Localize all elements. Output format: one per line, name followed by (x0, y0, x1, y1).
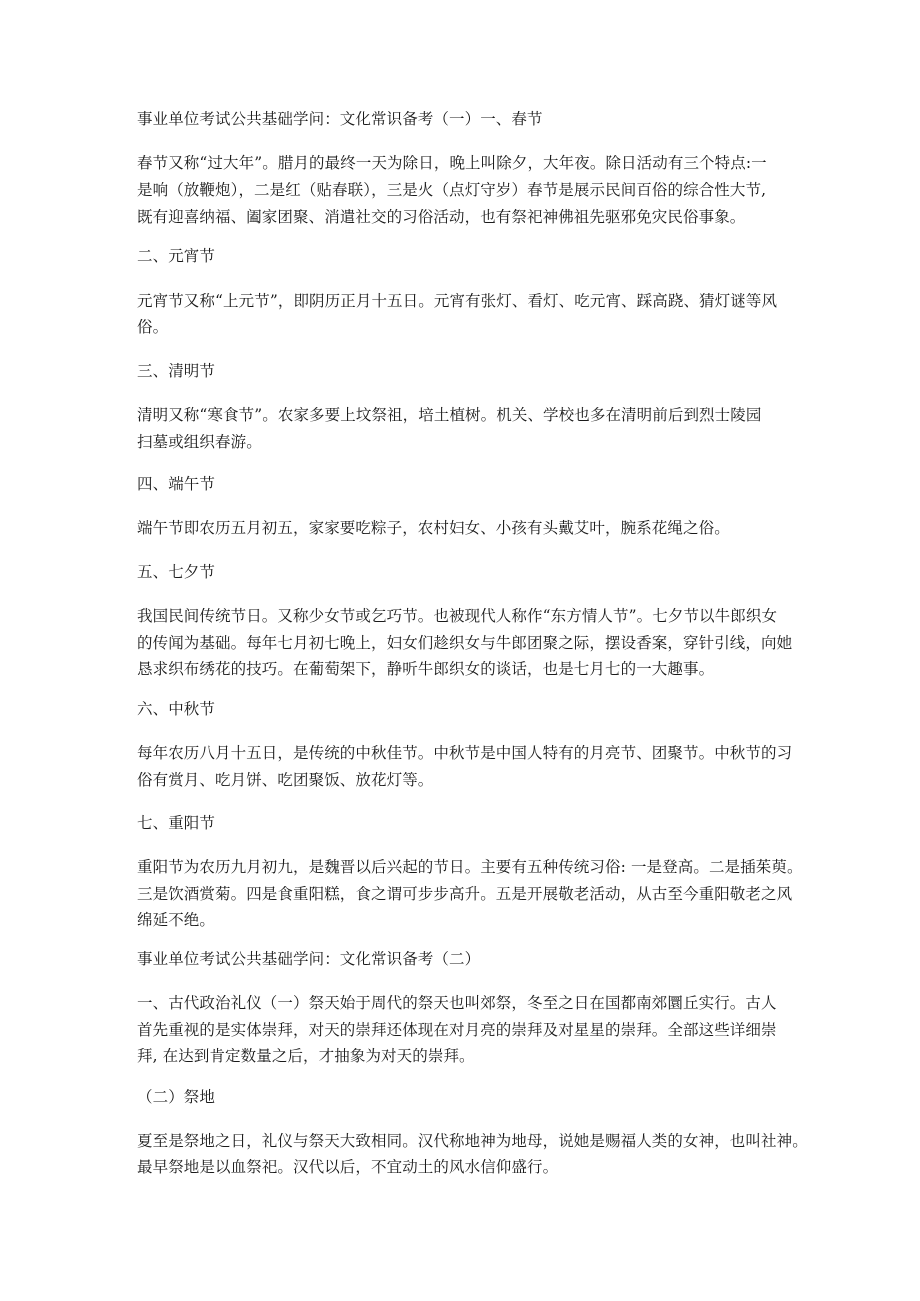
section-heading: （二）祭地 (137, 1088, 216, 1106)
paragraph-line: 既有迎喜纳福、阖家团聚、消遣社交的习俗活动，也有祭祀神佛祖先驱邪免灾民俗事象。 (137, 208, 746, 226)
section-heading: 七、重阳节 (137, 814, 216, 832)
paragraph-line: 是响（放鞭炮），二是红（贴春联），三是火（点灯守岁）春节是展示民间百俗的综合性大节, (137, 181, 767, 199)
paragraph-line: 恳求织布绣花的技巧。在葡萄架下，静听牛郎织女的谈话，也是七月七的一大趣事。 (137, 660, 715, 678)
section-heading: 六、中秋节 (137, 700, 216, 718)
section-heading: 五、七夕节 (137, 563, 216, 581)
paragraph-line: 每年农历八月十五日，是传统的中秋佳节。中秋节是中国人特有的月亮节、团聚节。中秋节的习 (137, 744, 793, 762)
paragraph-line: 端午节即农历五月初五，家家要吃粽子，农村妇女、小孩有头戴艾叶，腕系花绳之俗。 (137, 519, 730, 537)
paragraph-line: 拜, 在达到肯定数量之后，才抽象为对天的崇拜。 (137, 1047, 475, 1065)
paragraph-line: 春节又称“过大年”。腊月的最终一天为除日，晚上叫除夕，大年夜。除日活动有三个特点:一 (137, 154, 767, 172)
paragraph-line: 绵延不绝。 (137, 911, 216, 929)
paragraph-line: 俗。 (137, 318, 169, 336)
section-heading: 四、端午节 (137, 475, 216, 493)
paragraph-line: 俗有赏月、吃月饼、吃团聚饭、放花灯等。 (137, 771, 434, 789)
paragraph-line: 重阳节为农历九月初九，是魏晋以后兴起的节日。主要有五种传统习俗: 一是登高。二是插茱萸。 (137, 858, 803, 876)
doc-title-2: 事业单位考试公共基础学问：文化常识备考（二） (137, 950, 481, 968)
section-heading: 三、清明节 (137, 362, 216, 380)
paragraph-line: 清明又称“寒食节”。农家多要上坟祭祖，培土植树。机关、学校也多在清明前后到烈士陵园 (137, 406, 762, 424)
paragraph-line: 最早祭地是以血祭祀。汉代以后，不宜动土的风水信仰盛行。 (137, 1158, 559, 1176)
paragraph-line: 夏至是祭地之日，礼仪与祭天大致相同。汉代称地神为地母，说她是赐福人类的女神，也叫社神。 (137, 1132, 808, 1150)
paragraph-line: 扫墓或组织春游。 (137, 433, 262, 451)
doc-title-1: 事业单位考试公共基础学问：文化常识备考（一）一、春节 (137, 110, 543, 128)
paragraph-line: 首先重视的是实体崇拜，对天的崇拜还体现在对月亮的崇拜及对星星的崇拜。全部这些详细崇 (137, 1021, 777, 1039)
paragraph-line: 元宵节又称“上元节”，即阴历正月十五日。元宵有张灯、看灯、吃元宵、踩高跷、猜灯谜等风 (137, 292, 778, 310)
paragraph-line: 的传闻为基础。每年七月初七晚上，妇女们趁织女与牛郎团聚之际，摆设香案，穿针引线，向她 (137, 634, 793, 652)
paragraph-line: 我国民间传统节日。又称少女节或乞巧节。也被现代人称作“东方情人节”。七夕节以牛郎织女 (137, 607, 778, 625)
section-heading: 二、元宵节 (137, 247, 216, 265)
paragraph-line: 一、古代政治礼仪（一）祭天始于周代的祭天也叫郊祭，冬至之日在国都南郊圜丘实行。古人 (137, 994, 777, 1012)
paragraph-line: 三是饮酒赏菊。四是食重阳糕，食之谓可步步高升。五是开展敬老活动，从古至今重阳敬老之风 (137, 885, 793, 903)
